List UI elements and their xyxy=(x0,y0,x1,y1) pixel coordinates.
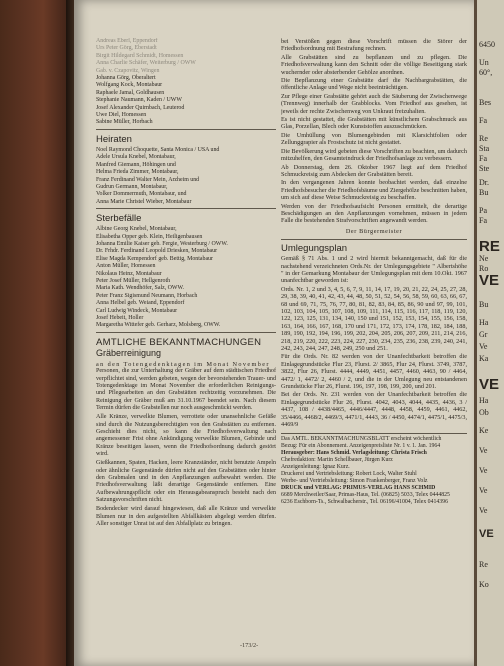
binding-edge xyxy=(66,0,74,666)
list-item: Gießkannen, Spaten, Hacken, leere Kranzständer, nicht benutzte Ampeln oder ähnliche Gegenstände dürfen nicht auf den Grabstätten oder hinter den Grabmalen und in den Anpflanzungen aufbewahrt werden. Die Friedhofsverwaltung läßt derartige Gegenstände entfernen. Eine Aufbewahrungspflicht oder ein Herausgabeanspruch besteht nach den Satzungsvorschriften nicht. xyxy=(96,460,276,504)
adjacent-page-fragment: Gr xyxy=(479,330,488,339)
right-column xyxy=(281,38,467,648)
heiraten-heading: Heiraten xyxy=(96,133,132,145)
imprint-box xyxy=(281,433,467,506)
list-item: Ab Donnerstag, dem 26. Oktober 1967 liegt auf dem Friedhof Schmuckreisig zum Abdecken der Grabstätten bereit. xyxy=(281,163,467,178)
adjacent-page-fragment: Dr. xyxy=(479,178,489,187)
list-item: Anna Helbel geb. Weiand, Eppendorf xyxy=(96,300,185,307)
section-rule xyxy=(96,332,276,333)
list-item: Elise Magda Kempendorf geb. Bettig, Montabaur xyxy=(96,255,213,262)
list-item: Josef Alexander Quirnbach, Leuterod xyxy=(96,104,185,111)
book-binding xyxy=(0,0,72,666)
adjacent-page-fragment: Bu xyxy=(479,188,489,197)
adjacent-page-fragment: Fa xyxy=(479,154,487,163)
imprint-line: 6689 Merchweiler/Saar, Primas-Haus, Tel. (06825) 5033, Telex 0444825 xyxy=(281,491,450,498)
graeberreinigung-body xyxy=(96,368,276,528)
amtliche-bekanntmachungen-heading: AMTLICHE BEKANNTMACHUNGEN xyxy=(96,336,262,348)
list-item: Noel Raymond Choquette, Santa Monica / USA und xyxy=(96,146,220,153)
list-item: Gab. v. Czapovitz, Wingen xyxy=(96,67,160,74)
page-number: -173/2- xyxy=(240,642,259,649)
list-item: Helma Frieda Zimmer, Montabaur, xyxy=(96,169,179,176)
list-item: Maria Kath. Wendhöfer, Salz, OWW. xyxy=(96,285,184,292)
list-item: Franz Ferdinand Walter Mein, Arzheim und xyxy=(96,176,200,183)
adjacent-page-fragment: Ke xyxy=(479,426,489,435)
list-item: Zur Pflege einer Grabstätte gehört auch die Säuberung der Zwischenwege (Trennweg) innerhalb der Grabblocks. Vom Friedhof aus gesehen, ist jeweils der rechte Zwischenweg von Unkraut freizuhalten. xyxy=(281,92,467,115)
list-item: Johanna Emilie Kaiser geb. Fergie, Westerburg / OWW. xyxy=(96,240,228,247)
adjacent-page-fragment: Ha xyxy=(479,396,489,405)
adjacent-page-fragment: Ha xyxy=(479,318,489,327)
adjacent-page-fragment: Ve xyxy=(479,446,488,455)
adjacent-page-fragment: Sta xyxy=(479,144,490,153)
imprint-line: Druckerei und Vertriebsleitung: Robert Lock, Walter Stuhl xyxy=(281,470,417,477)
list-item: Peter Franz Sigismund Neumann, Horbach xyxy=(96,292,198,299)
adjacent-page-fragment: Re xyxy=(479,560,488,569)
list-item: Carl Ludwig Windeck, Montabaur xyxy=(96,307,178,314)
list-item: bei Verstößen gegen diese Vorschrift müssen die Störer der Friedhofsordnung mit Bestrafung rechnen. xyxy=(281,38,467,53)
adjacent-page-fragment: Ro xyxy=(479,264,489,273)
adjacent-page-fragment: RE xyxy=(479,238,500,255)
list-item: Stephanie Naumann, Kaden / UWW xyxy=(96,97,182,104)
list-item: Es ist nicht gestattet, die Grabstätten mit künstlichem Grabschmuck aus Glas, Porzellan, Blech oder Kunststoffen auszuschmücken. xyxy=(281,116,467,131)
list-item: Ords. Nr. 1, 2 und 3, 4, 5, 6, 7, 9, 11, 14, 17, 19, 20, 21, 22, 24, 25, 27, 28, 29, 38, 39, 40, 41, 42, 43, 44, 48, 50, 51, 52, 54, 56, 58, 59, 60, 63, 66, 67, 68 und 69, 71, 75, 76, 77, 80, 81, 82, 83, 84, 85, 86, 90 und 97, 99, 101, 102, 103, 104, 105, 107, 108, 109, 111, 114, 115, 116, 117, 118, 119, 120, 122, 123, 125, 131, 134, 140, 150 und 151, 152, 153, 154, 155, 156, 158, 163, 164, 166, 167, 168, 170 und 171, 172, 173, 174, 178, 182, 184, 188, 189, 190, 192, 194, 196, 199, 202, 204, 205, 206, 207, 209, 211, 214, 216, 218, 219, 220, 222, 223, 224, 227, 230, 234, 235, 236, 238, 239, 240, 241, 242, 243, 244, 247, 248, 249, 250 und 251. xyxy=(281,285,467,353)
adjacent-page-fragment: Ve xyxy=(479,486,488,495)
adjacent-page-fragment: Bes xyxy=(479,98,491,107)
graeberreinigung-subhead: an den Totengedenktagen im Monat November xyxy=(96,360,270,368)
adjacent-page-fragment: VE xyxy=(479,528,494,540)
adjacent-page-fragment: Ne xyxy=(479,254,489,263)
imprint-line: DRUCK und VERLAG: PRIMUS-VERLAG HANS SCHMID xyxy=(281,484,436,491)
list-item: Anton Müller, Homessen xyxy=(96,263,156,270)
list-item: Peter Josef Müller, Hellgenroth xyxy=(96,277,171,284)
adjacent-page-fragment: 6450 xyxy=(479,40,495,49)
list-item: Albine Georg Knebel, Montabaur, xyxy=(96,226,177,233)
list-item: Alle Grabstätten sind zu bepflanzen und zu pflegen. Die Friedhofsverwaltung kann den Schnitt oder die völlige Beseitigung stark wuchernder oder absterbender Gehölze anordnen. xyxy=(281,53,467,76)
adjacent-page-fragment: Ob xyxy=(479,408,489,417)
list-item: Die Bepflanzung einer Grabstätte darf die Nachbargrabstätten, die öffentliche Anlage und Wege nicht beeinträchtigen. xyxy=(281,77,467,92)
imprint-line: Anzeigenleitung: Ignaz Kurz. xyxy=(281,463,350,470)
adjacent-page-fragment: Fa xyxy=(479,216,487,225)
list-item: Adele Ursula Knebel, Montabaur, xyxy=(96,154,176,161)
sterbefaelle-heading: Sterbefälle xyxy=(96,213,142,225)
list-item: Gudrun Germann, Montabaur, xyxy=(96,183,168,190)
adjacent-page-fragment: Pa xyxy=(479,206,487,215)
imprint-line: Bezug: Für ein Abonnement. Anzeigenpreisliste Nr. 1 v. 1. Jan. 1964 xyxy=(281,442,441,449)
left-column xyxy=(96,38,276,648)
list-item: Uwe Diel, Homessen xyxy=(96,112,147,119)
adjacent-page-edge xyxy=(474,0,504,666)
adjacent-page-fragment: Ve xyxy=(479,466,488,475)
deaths-list xyxy=(96,226,276,330)
adjacent-page-fragment: Ste xyxy=(479,164,490,173)
list-item: Alle Kränze, verwelkte Blumen, verrottete oder unansehnliche Gefäße sind durch die Nutzungsberechtigten von den Grabstätten zu entfernen. Geschieht dies nicht, so kann die Friedhofsverwaltung nach angemessener Frist ohne Ankündigung verwelkte Blumen, Gebinde und Kränze beseitigen lassen, wenn die Friedhofsordnung dadurch gestört wird. xyxy=(96,414,276,457)
list-item: Anna Charlie Schäfer, Weiterburg / OWW xyxy=(96,60,196,67)
adjacent-page-fragment: VE xyxy=(479,272,500,289)
list-item: Wolfgang Kock, Montabaur xyxy=(96,82,163,89)
umlegungsplan-body xyxy=(281,255,467,428)
list-item: Gemäß § 71 Abs. 1 und 2 wird hiermit bekanntgemacht, daß für die nachstehend verzeichneten Ords.Nr. der Umlegungsgebiete " Albertshöhe " in der Gemarkung Montabaur der Umlegungsplan mit dem 10.Okt. 1967 unanfechtbar geworden ist: xyxy=(281,255,467,285)
list-item: In den vergangenen Jahren konnte beobachtet werden, daß einzelne Friedhofsbesucher die Friedhofsbäume und Ziergehölze beschnitten haben, um sich auf diese Weise Schmuckreisig zu beschaffen. xyxy=(281,179,467,202)
adjacent-page-fragment: Re xyxy=(479,134,488,143)
birth-names-list xyxy=(96,38,276,127)
imprint-line: Werbe- und Vertriebsleitung: Simon Frankenberger, Franz Volz xyxy=(281,477,428,484)
imprint-line: Das AMTL. BEKANNTMACHUNGSBLATT erscheint wöchentlich xyxy=(281,435,442,442)
adjacent-page-fragment: Ka xyxy=(479,354,489,363)
list-item: Raphaele Jamal, Goldhausen xyxy=(96,89,165,96)
section-rule xyxy=(96,129,276,130)
adjacent-page-fragment: Ve xyxy=(479,342,488,351)
list-item: Manfred Giemann, Höhingen und xyxy=(96,161,176,168)
adjacent-page-fragment: Fa xyxy=(479,116,487,125)
list-item: Bei der Ords. Nr. 231 werden von der Unanfechtbarkeit betroffen die Einlagegrundstücke Flur 26, Flurst. 4042, 4043, 4044, 4435, 4436, 3 / 4437, 108 / 4438/4465, 4446/4447, 4448, 4458, 4459, 4461, 4462, 35/4466, 4468/2, 4469/3, 4471/1, 4443, 36 / 4450, 4474/1, 4475/1, 4475/3, 4469/9 xyxy=(281,391,467,429)
adjacent-page-fragment: Un xyxy=(479,58,489,67)
adjacent-page-fragment: 60°, xyxy=(479,68,493,77)
graeberreinigung-heading: Gräberreinigung xyxy=(96,347,162,358)
imprint-line: Herausgeber: Hans Schmid. Verlagsleitung: Christa Frisch xyxy=(281,449,427,456)
section-rule xyxy=(96,208,276,209)
imprint-line: Chefredaktion: Martin Schellbauer, Jürgen Kurz xyxy=(281,456,393,463)
list-item: Sabine Müller, Horbach xyxy=(96,119,153,126)
list-item: Die Umhüllung von Blumengebinden mit Klarsichtfolien oder Zellunggrapier als Frostschutz ist nicht gestattet. xyxy=(281,131,467,147)
list-item: Johanna Görg, Oberaltert xyxy=(96,75,156,82)
adjacent-page-fragment: Ko xyxy=(479,580,489,589)
list-item: Josef Hebeit, Holler xyxy=(96,315,144,321)
section-rule xyxy=(281,239,467,240)
marriages-list xyxy=(96,147,276,206)
list-item: Werden von der Friedhofsaufsicht Personen ermittelt, die derartige Beschädigungen an den Anpflanzungen vornehmen, müssen in jedem Falle die bestehenden Strafvorschriften angewandt werden. xyxy=(281,202,467,225)
list-item: Bodendecker wird darauf hingewiesen, daß alle Kränze und verwelkte Blumen nur in den aufgestellten Abfallkästen abgelegt werden dürfen. Aller sonstiger Unrat ist auf den Abfallplatz zu bringen. xyxy=(96,506,276,528)
list-item: Elisabetha Opper geb. Klein, Heiligenbausen xyxy=(96,233,203,240)
list-item: Dr. Frhdr. Ferdinand Leopold Driesken, Montabaur xyxy=(96,248,218,255)
signature-buergermeister: Der Bürgermeister xyxy=(345,227,403,235)
list-item: Andreas Eberl, Eppendorf xyxy=(96,38,158,44)
adjacent-page-fragment: VE xyxy=(479,376,500,393)
adjacent-page-fragment: Ve xyxy=(479,506,488,515)
list-item: Nikolaus Heinz, Montabaur xyxy=(96,270,162,277)
list-item: Volker Dommermuth, Montabaur, und xyxy=(96,191,187,198)
adjacent-page-fragment: Bu xyxy=(479,300,489,309)
imprint-line: 6236 Eschborn-Ts., Schwalbacherstr., Tel. 06196/41004, Telex 0414396 xyxy=(281,498,448,505)
umlegungsplan-heading: Umlegungsplan xyxy=(281,243,348,255)
friedhof-rules-body xyxy=(281,38,467,225)
list-item: Für die Ords. Nr. 82 werden von der Unanfechtbarkeit betroffen die Einlagegrundstücke Flur 23, Flurst. 2/ 3865, Flur 24, Flurst. 3749, 3787, 3822, Flur 26, Flurst. 4444, 4449, 4451, 4457, 4460, 4463, 90 / 4464, 4472/ 1, 4472/ 2, 4460 / 2, und die in der Umlegung neu entstandenen Grundstücke Flur 26, Flurst. 196, 197, 198, 199, 200, und 201. xyxy=(281,353,467,391)
list-item: Personen, die zur Unterhaltung der Gräber auf dem städtischen Friedhof verpflichtet sind, werden gebeten, wegen der bevorstehenden Trauer- und Totengedenktage im Monat November die erforderlichen Reinigungs- und Pflegearbeiten an den Grabstätten rechtzeitig vorzunehmen. Die Reinigung der Gräber muß am 31.10.1967 beendet sein. Nach diesem Termin dürfen die Grabstellen nur noch ausgeschmückt werden. xyxy=(96,368,276,411)
list-item: Margaretha Wittefer geb. Gerharz, Molsberg, OWW. xyxy=(96,322,221,329)
list-item: Anna Marie Christel Wieber, Montabaur xyxy=(96,198,192,205)
list-item: Die Bevölkerung wird gebeten diese Vorschriften zu beachten, um dadurch mitzuhelfen, den Gesamteindruck der Friedhofsanlage zu verbessern. xyxy=(281,147,467,163)
list-item: Birgit Hildegard Schmidt, Homessen xyxy=(96,52,184,59)
list-item: Urs Peter Görg, Eberstadt xyxy=(96,45,157,52)
